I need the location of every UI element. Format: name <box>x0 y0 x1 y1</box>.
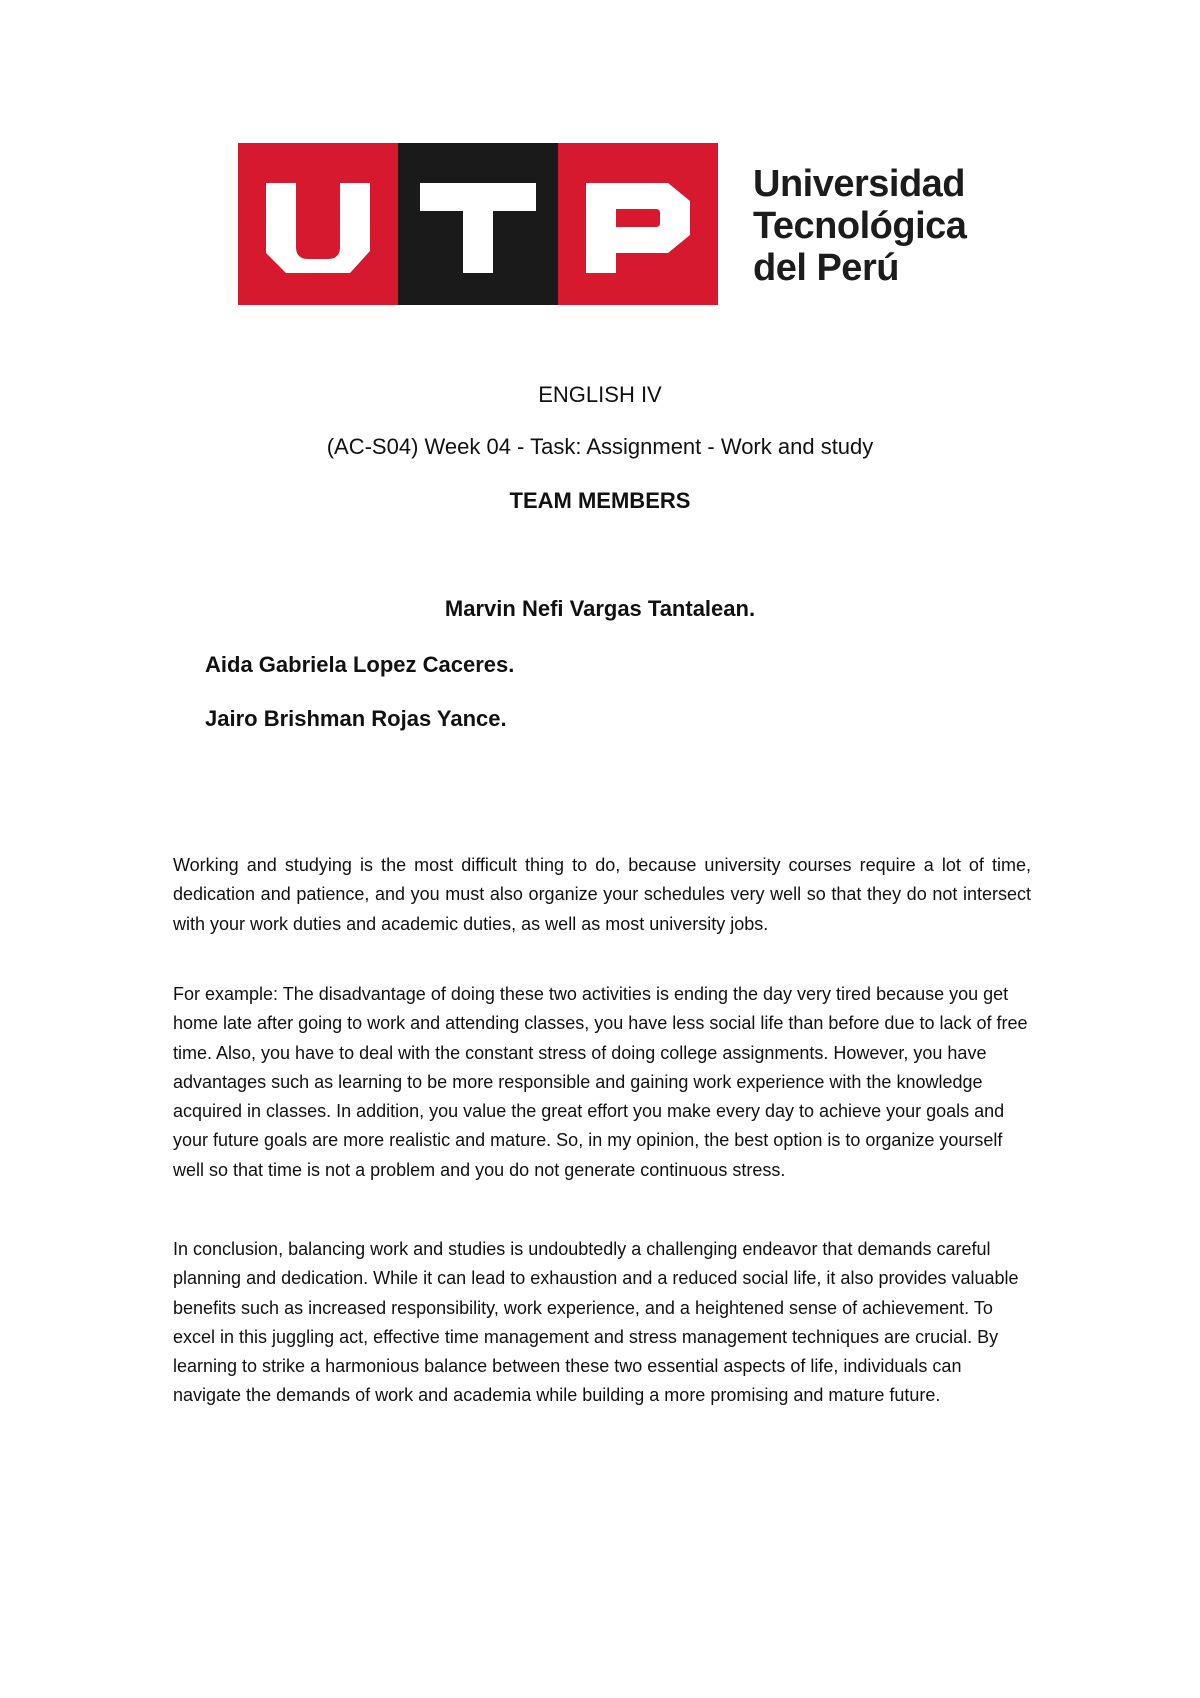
paragraph-text: Working and studying is the most difficult thing to do, because university courses require a lot of time, dedication and patience, and you must also organize your schedules very well so that they do not intersect with your work duties and academic duties, as well as most university jobs. <box>173 855 1031 934</box>
logo-wordmark-line-2: Tecnológica <box>753 205 967 247</box>
logo-letter-u-icon <box>238 143 398 305</box>
paragraph-text: In conclusion, balancing work and studies is undoubtedly a challenging endeavor that demands careful planning and dedication. While it can lead to exhaustion and a reduced social life, it also provides valuable benefits such as increased responsibility, work experience, and a heightened sense of achievement. To excel in this juggling act, effective time management and stress management techniques are crucial. By learning to strike a harmonious balance between these two essential aspects of life, individuals can navigate the demands of work and academia while building a more promising and mature future. <box>173 1239 1019 1406</box>
paragraph-text: For example: The disadvantage of doing these two activities is ending the day very tired because you get home late after going to work and attending classes, you have less social life than before due to lack of free time. Also, you have to deal with the constant stress of doing college assignments. However, you have advantages such as learning to be more responsible and gaining work experience with the knowledge acquired in classes. In addition, you value the great effort you make every day to achieve your goals and your future goals are more realistic and mature. So, in my opinion, the best option is to organize yourself well so that time is not a problem and you do not generate continuous stress. <box>173 984 1028 1180</box>
logo-letter-p-icon <box>558 143 718 305</box>
course-title: ENGLISH IV <box>538 382 662 407</box>
team-member: Aida Gabriela Lopez Caceres. <box>205 652 515 677</box>
logo-letter-t-icon <box>398 143 558 305</box>
body-paragraph-2 <box>173 980 1031 1199</box>
team-members-heading: TEAM MEMBERS <box>509 488 691 513</box>
logo-wordmark-line-3: del Perú <box>753 247 899 289</box>
team-member: Marvin Nefi Vargas Tantalean. <box>444 596 756 621</box>
logo-wordmark-line-1: Universidad <box>753 163 966 205</box>
body-paragraph-3 <box>173 1235 1031 1425</box>
logo-block-t <box>398 143 558 305</box>
logo-block-p <box>558 143 718 305</box>
utp-logo <box>238 143 973 305</box>
team-member: Jairo Brishman Rojas Yance. <box>205 706 507 731</box>
logo-block-u <box>238 143 398 305</box>
task-title: (AC-S04) Week 04 - Task: Assignment - Work and study <box>326 434 874 459</box>
logo-wordmark <box>753 163 983 289</box>
body-paragraph-1 <box>173 851 1031 953</box>
